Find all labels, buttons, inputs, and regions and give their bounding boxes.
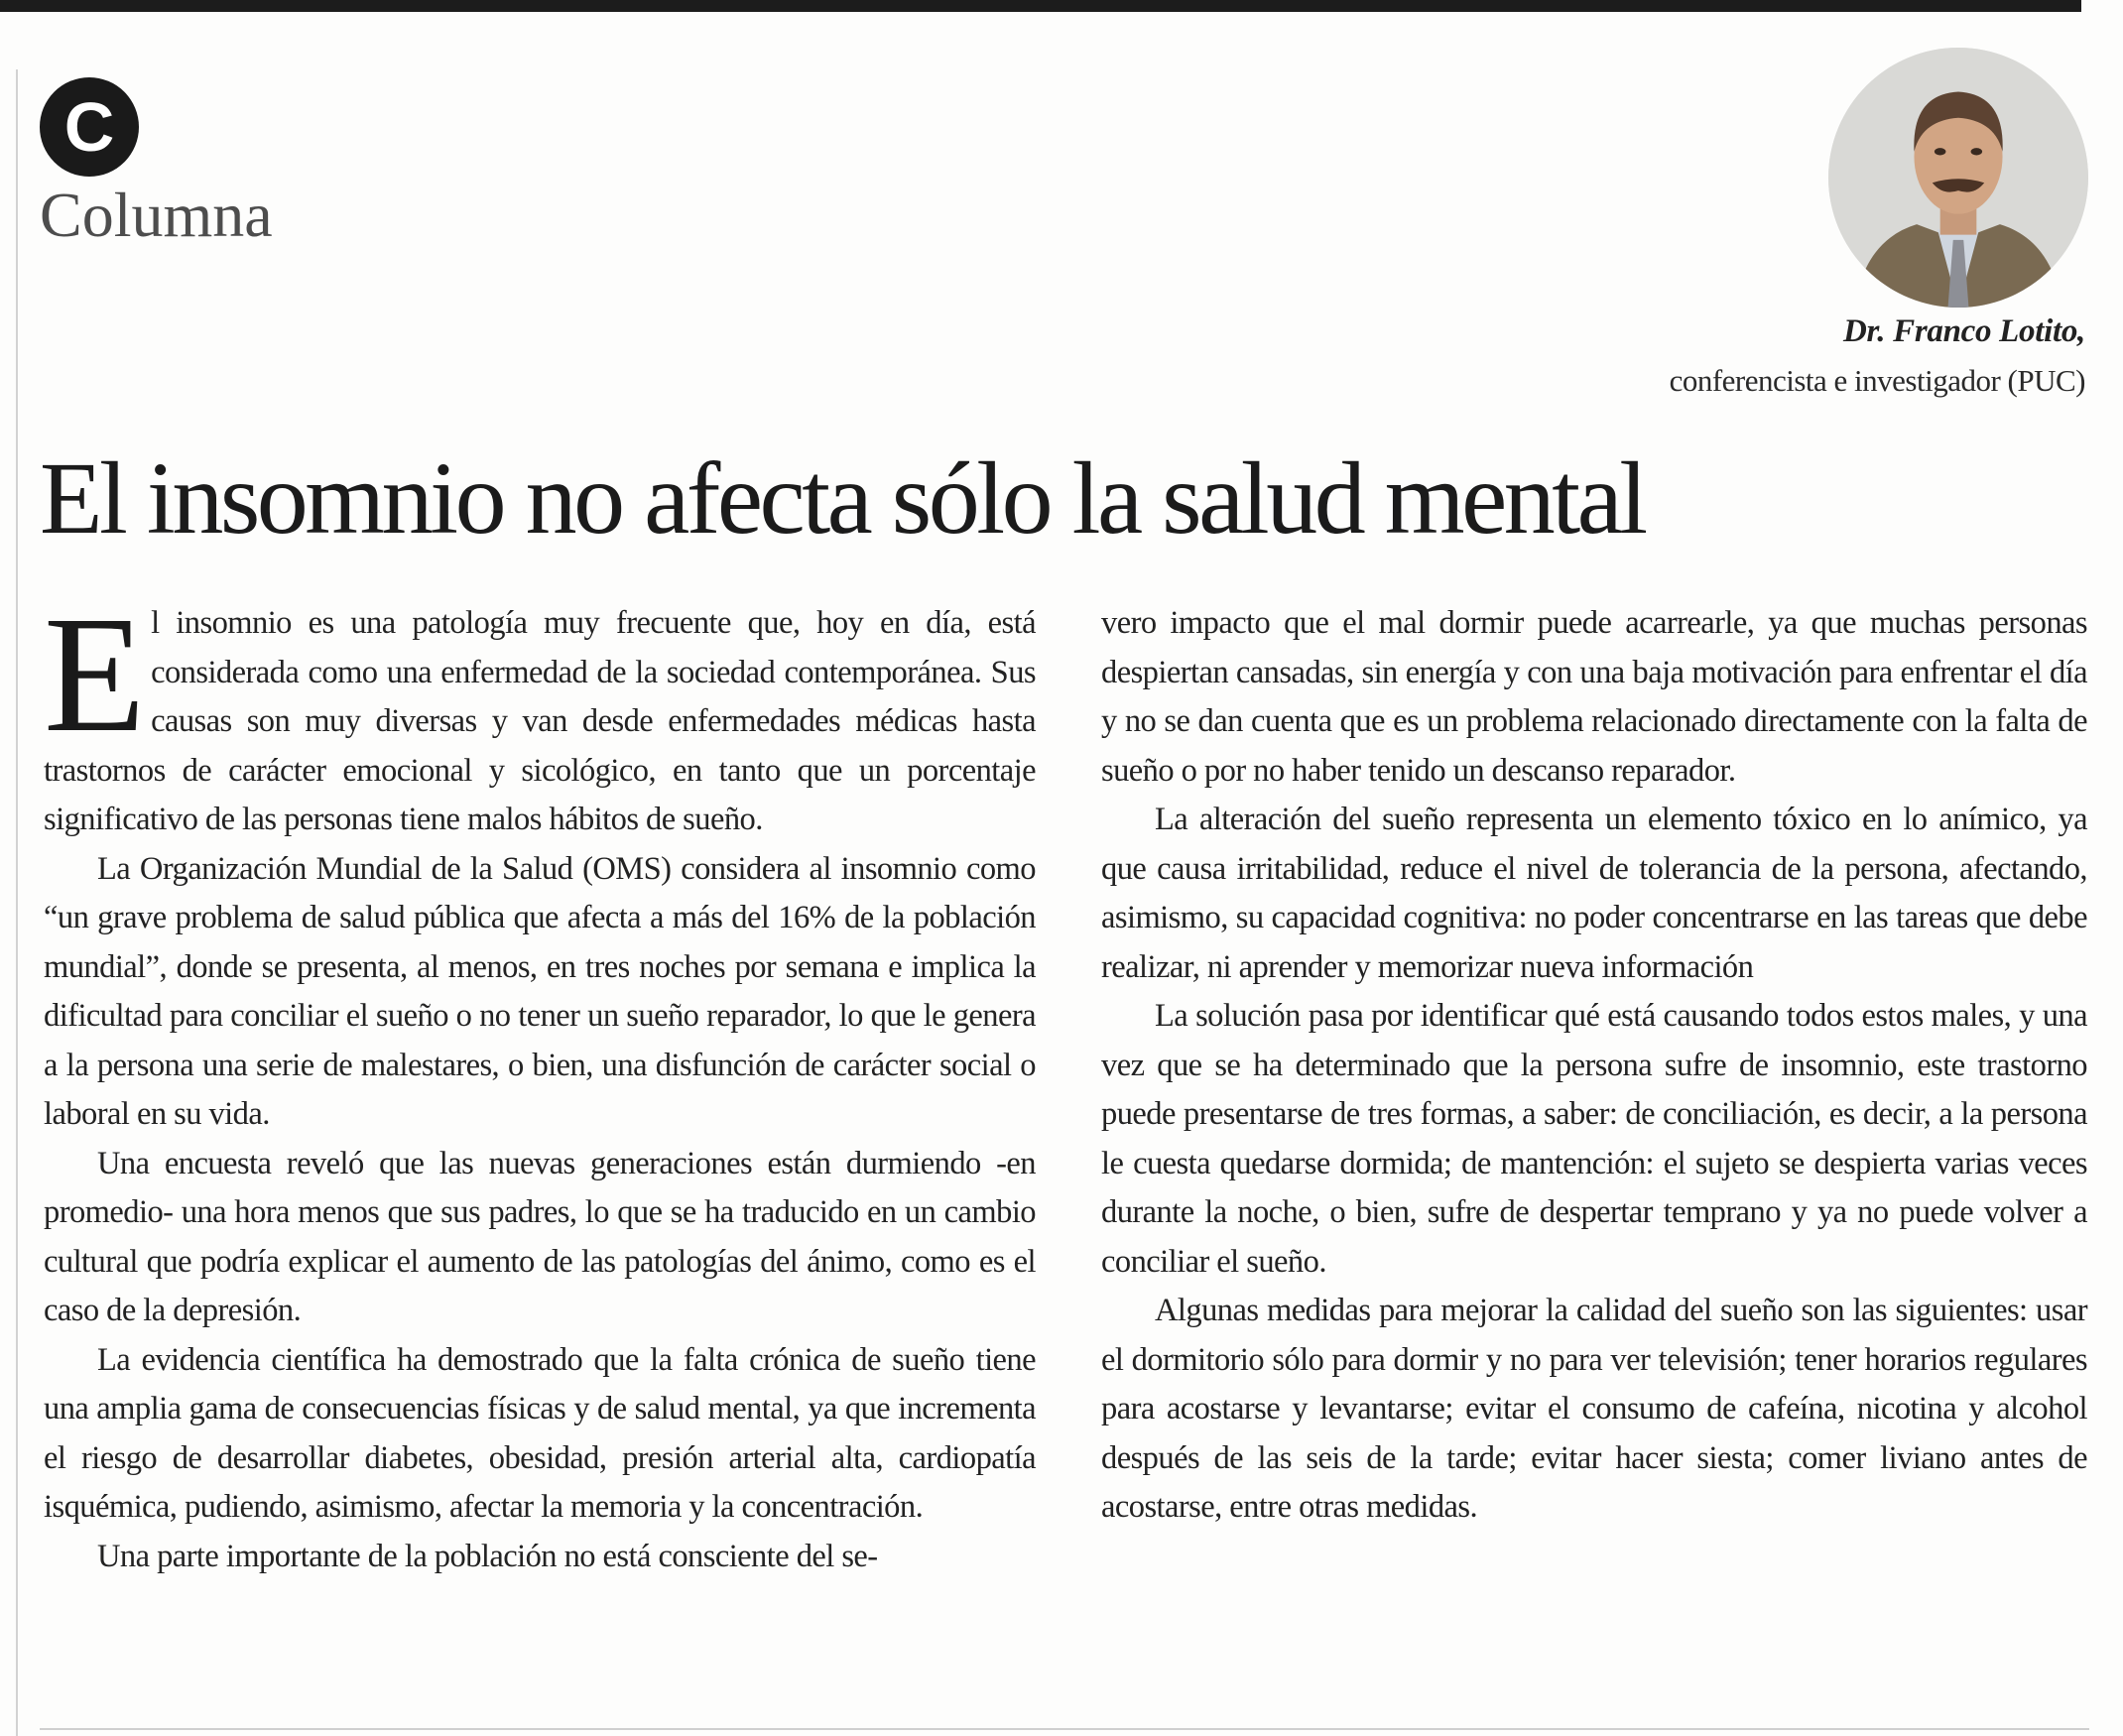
article-paragraph: La alteración del sueño representa un elemento tóxico en lo anímico, ya que causa irritabilidad, reduce el nivel de tolerancia de la persona, afectando, asimismo, su capacidad cognitiva: no poder concentrarse en las tareas que debe realizar, ni aprender y memorizar nueva información [1101,802,2087,985]
author-photo [1828,48,2088,308]
article-paragraph: Algunas medidas para mejorar la calidad del sueño son las siguientes: usar el dormitorio sólo para dormir y no para ver televisión; tener horarios regulares para acostarse y levantarse; evitar el consumo de cafeína, nicotina y alcohol después de las seis de la tarde; evitar hacer siesta; comer liviano antes de acostarse, entre otras medidas. [1101,1293,2087,1525]
article-paragraph: La solución pasa por identificar qué está causando todos estos males, y una vez que se ha determinado que la persona sufre de insomnio, este trastorno puede presentarse de tres formas, a saber: de conciliación, es decir, a la persona le cuesta quedarse dormida; de mantención: el sujeto se despierta varias veces durante la noche, o bien, sufre de despertar temprano y ya no puede volver a conciliar el sueño. [1101,998,2087,1280]
top-rule [0,0,2081,12]
bottom-rule [40,1728,2089,1730]
article-column-left [44,582,1036,1581]
article-column-right [1101,599,2087,1533]
section-badge: C [40,77,139,177]
article-paragraph: La Organización Mundial de la Salud (OMS) considera al insomnio como “un grave problema de salud pública que afecta a más del 16% de la población mundial”, donde se presenta, al menos, en tres noches por semana e implica la dificultad para conciliar el sueño o no tener un sueño reparador, lo que le genera a la persona una serie de malestares, o bien, una disfunción de carácter social o laboral en su vida. [44,850,1036,1132]
author-role: conferencista e investigador (PUC) [1669,363,2085,398]
drop-cap: E [44,582,146,767]
article-paragraph: Una parte importante de la población no está consciente del se- [97,1538,878,1574]
section-label: Columna [40,180,273,250]
author-name: Dr. Franco Lotito, [1843,313,2085,349]
article-paragraph: Una encuesta reveló que las nuevas generaciones están durmiendo -en promedio- una hora menos que sus padres, lo que se ha traducido en un cambio cultural que podría explicar el aumento de las patologías del ánimo, como es el caso de la depresión. [44,1145,1036,1328]
paragraph-text: l insomnio es una patología muy frecuente que, hoy en día, está considerada como una enfermedad de la sociedad contemporánea. Sus causas son muy diversas y van desde enfermedades médicas hasta trastornos de carácter emocional y sicológico, en tanto que un porcentaje significativo de las personas tiene malos hábitos de sueño. [44,605,1036,837]
article-paragraph: vero impacto que el mal dormir puede acarrearle, ya que muchas personas despiertan cansadas, sin energía y con una baja motivación para enfrentar el día y no se dan cuenta que es un problema relacionado directamente con la falta de sueño o por no haber tenido un descanso reparador. [1101,605,2087,789]
article-paragraph [44,582,1036,845]
article-paragraph: La evidencia científica ha demostrado que la falta crónica de sueño tiene una amplia gama de consecuencias físicas y de salud mental, ya que incrementa el riesgo de desarrollar diabetes, obesidad, presión arterial alta, cardiopatía isquémica, pudiendo, asimismo, afectar la memoria y la concentración. [44,1341,1036,1525]
left-margin-rule [16,69,18,1736]
headline: El insomnio no afecta sólo la salud mental [40,441,1645,556]
